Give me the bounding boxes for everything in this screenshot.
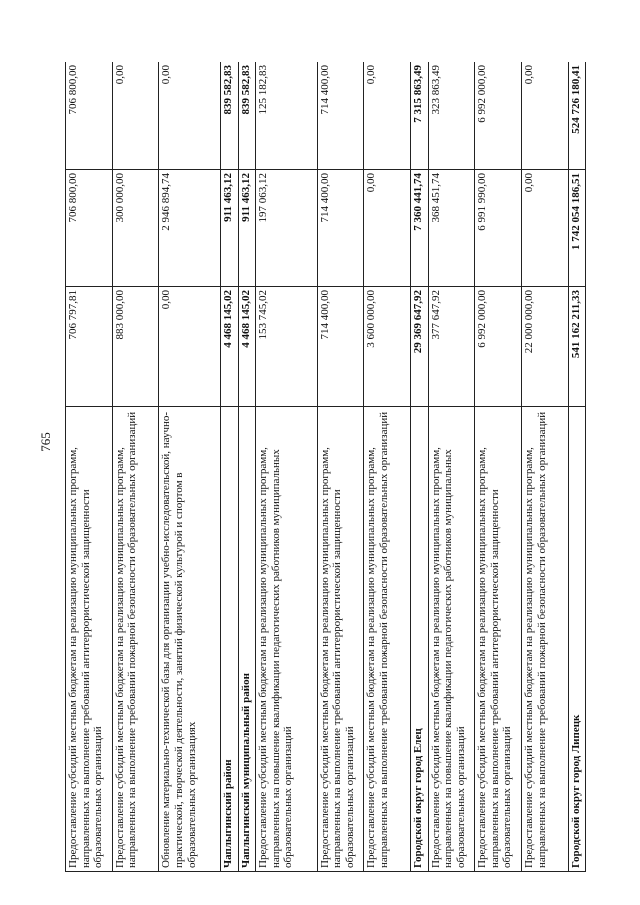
row-description: Предоставление субсидий местным бюджетам на реализацию муниципальных программ, направленных на повышение квалификации педагогических работников муниципальных образовательных организаций (428, 407, 475, 872)
page-number: 765 (38, 432, 53, 452)
row-value-1: 541 162 211,33 (568, 287, 585, 407)
row-value-1: 883 000,00 (112, 287, 159, 407)
row-description: Предоставление субсидий местным бюджетам на реализацию муниципальных программ, направленных на повышение квалификации педагогических работников муниципальных образовательных организаций (255, 407, 317, 872)
row-description: Обновление материально-технической базы для организации учебно-исследовательской, научно-практической, творческой деятельности, занятий физической культурой и спортом в образовательных организациях (159, 407, 221, 872)
row-description: Городской округ город Липецк (568, 407, 585, 872)
table-row (317, 62, 364, 872)
row-value-1: 6 992 000,00 (475, 287, 522, 407)
row-value-3: 524 726 180,41 (568, 62, 585, 170)
row-value-2: 7 360 441,74 (411, 170, 428, 287)
row-value-3: 6 992 000,00 (475, 62, 522, 170)
row-description: Предоставление субсидий местным бюджетам на реализацию муниципальных программ, направленных на выполнение требований пожарной безопасности образовательных организаций (521, 407, 568, 872)
row-value-3: 0,00 (521, 62, 568, 170)
row-value-3: 323 863,49 (428, 62, 475, 170)
row-value-1: 377 647,92 (428, 287, 475, 407)
table-row (112, 62, 159, 872)
row-description: Предоставление субсидий местным бюджетам на реализацию муниципальных программ, направленных на выполнение требований антитеррористической защищенности образовательных организаций (66, 407, 113, 872)
table-row-total (568, 62, 585, 872)
table-row-total (238, 62, 255, 872)
row-description: Предоставление субсидий местным бюджетам на реализацию муниципальных программ, направленных на выполнение требований антитеррористической защищенности образовательных организаций (317, 407, 364, 872)
row-value-1: 4 468 145,02 (221, 287, 238, 407)
row-value-3: 0,00 (364, 62, 411, 170)
row-description: Чаплыгинский район (221, 407, 238, 872)
rotated-table-frame (65, 62, 586, 872)
row-value-2: 706 800,00 (66, 170, 113, 287)
row-value-1: 3 600 000,00 (364, 287, 411, 407)
row-description: Городской округ город Елец (411, 407, 428, 872)
row-value-1: 714 400,00 (317, 287, 364, 407)
row-value-3: 706 800,00 (66, 62, 113, 170)
row-value-2: 300 000,00 (112, 170, 159, 287)
budget-table (65, 62, 586, 872)
rotated-table-content (65, 62, 586, 872)
table-row (159, 62, 221, 872)
row-value-3: 125 182,83 (255, 62, 317, 170)
table-row (255, 62, 317, 872)
row-value-2: 0,00 (364, 170, 411, 287)
row-value-1: 4 468 145,02 (238, 287, 255, 407)
row-value-1: 29 369 647,92 (411, 287, 428, 407)
row-description: Предоставление субсидий местным бюджетам на реализацию муниципальных программ, направленных на выполнение требований пожарной безопасности образовательных организаций (112, 407, 159, 872)
row-value-3: 839 582,83 (238, 62, 255, 170)
row-value-1: 706 797,81 (66, 287, 113, 407)
row-description: Предоставление субсидий местным бюджетам на реализацию муниципальных программ, направленных на выполнение требований антитеррористической защищенности образовательных организаций (475, 407, 522, 872)
table-row-total (411, 62, 428, 872)
row-value-2: 0,00 (521, 170, 568, 287)
table-row (428, 62, 475, 872)
row-description: Предоставление субсидий местным бюджетам на реализацию муниципальных программ, направленных на выполнение требований пожарной безопасности образовательных организаций (364, 407, 411, 872)
row-value-2: 6 991 990,00 (475, 170, 522, 287)
row-value-2: 368 451,74 (428, 170, 475, 287)
row-value-1: 22 000 000,00 (521, 287, 568, 407)
table-row (364, 62, 411, 872)
row-value-2: 197 063,12 (255, 170, 317, 287)
row-value-2: 714 400,00 (317, 170, 364, 287)
table-row (66, 62, 113, 872)
table-row (521, 62, 568, 872)
row-value-2: 2 946 894,74 (159, 170, 221, 287)
table-body (66, 62, 586, 872)
table-row (475, 62, 522, 872)
row-value-1: 0,00 (159, 287, 221, 407)
row-value-3: 714 400,00 (317, 62, 364, 170)
row-value-2: 911 463,12 (221, 170, 238, 287)
row-value-3: 0,00 (112, 62, 159, 170)
table-row-total (221, 62, 238, 872)
row-value-2: 1 742 054 186,51 (568, 170, 585, 287)
row-value-3: 839 582,83 (221, 62, 238, 170)
row-value-2: 911 463,12 (238, 170, 255, 287)
row-value-1: 153 745,02 (255, 287, 317, 407)
row-value-3: 0,00 (159, 62, 221, 170)
row-value-3: 7 315 863,49 (411, 62, 428, 170)
row-description: Чаплыгинский муниципальный район (238, 407, 255, 872)
